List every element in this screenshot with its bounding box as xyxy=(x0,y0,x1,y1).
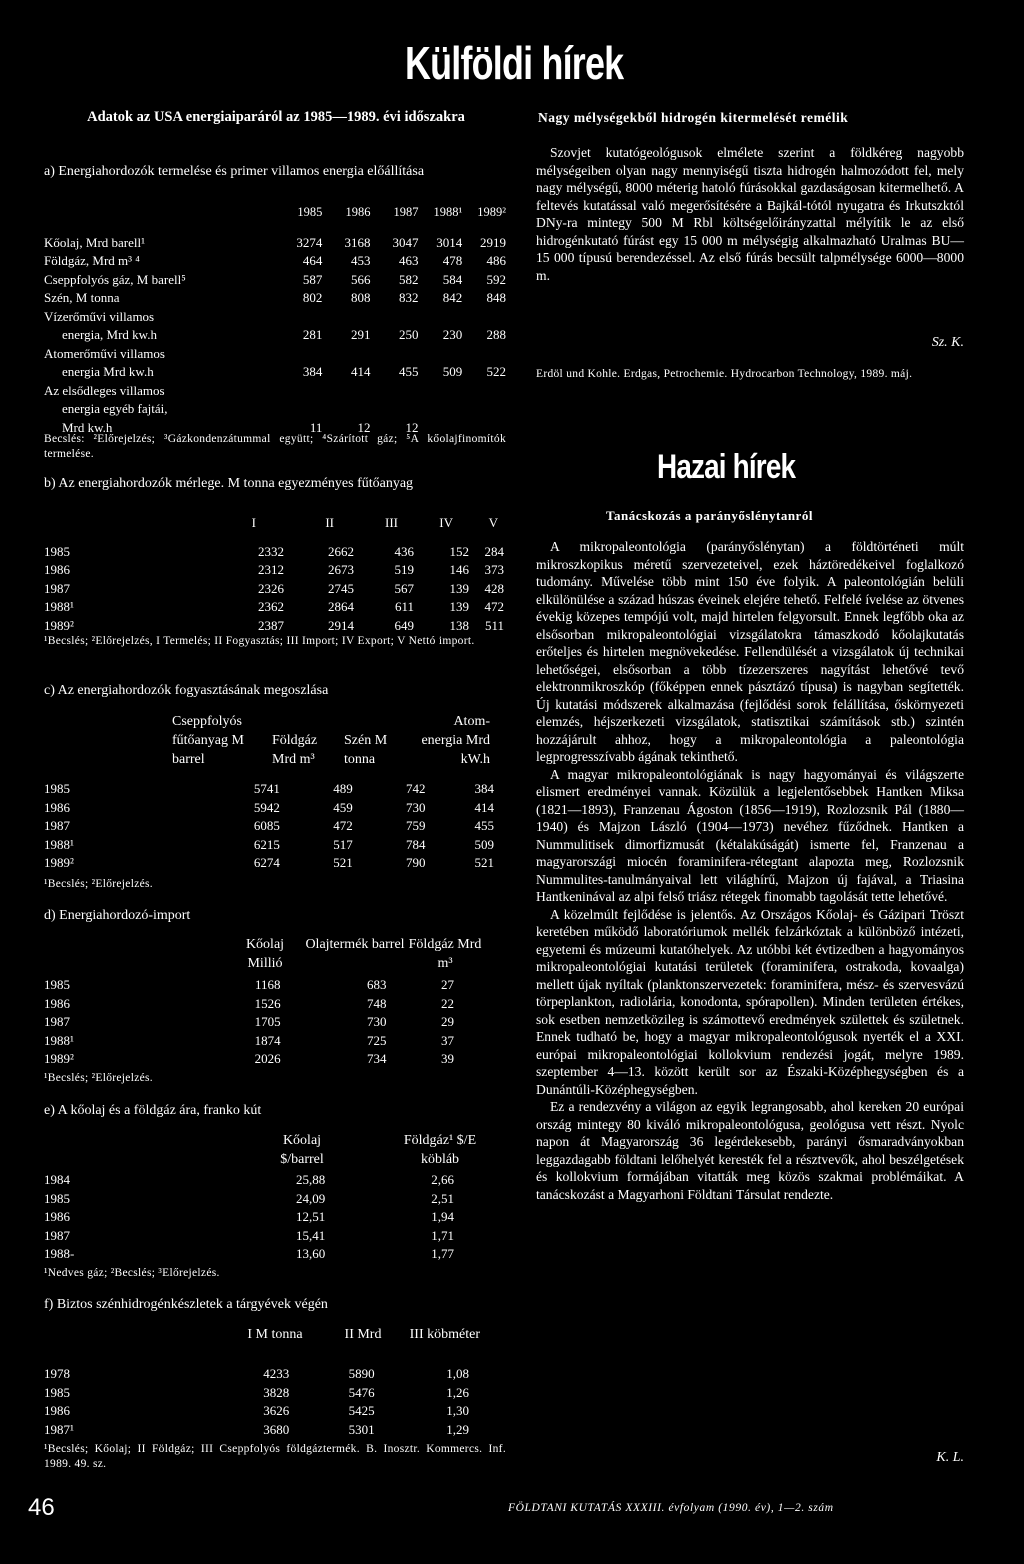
table-row xyxy=(44,345,506,364)
value-cell xyxy=(322,382,370,401)
table-row xyxy=(44,382,506,401)
value-cell: 802 xyxy=(302,290,323,306)
table-d xyxy=(44,976,454,1069)
value-cell: 486 xyxy=(486,253,506,269)
row-label: energia egyéb fajtái, xyxy=(62,401,168,417)
table-row xyxy=(44,598,504,617)
value-cell xyxy=(462,400,506,419)
article2-paragraph-2: A magyar mikropaleontológiának is nagy hagyományai és világszerte elismert eredményei vannak. Közülük a legjelentősebbek Hantken Miksa (1821—1893), Franzenau Ágoston (1856—1919), Rozlozsnik Pál (1880—1940) és Majzon László (1904—1973) nevéhez fűződnek. Hantken a Nummulitisek dimorfizmusát (kétalakúságát) ismerte fel, Franzenau a magyarországi miocén foraminifera-rétegtant alapozta meg, Rozlozsnik Nummulites-tanulmányaival lett világhírű, Majzon új fajával, a Triasina Hantkeninával az alpi felső triász rétegek finomabb tagolását tette lehetővé. xyxy=(536,766,964,904)
year-cell: 1985 xyxy=(44,1384,70,1400)
value-cell: 842 xyxy=(442,290,463,306)
value-cell: 464 xyxy=(302,253,323,269)
table-e-heading: e) A kőolaj és a földgáz ára, franko kút xyxy=(44,1103,262,1118)
table-row xyxy=(44,1421,469,1440)
col-header: V xyxy=(488,515,498,531)
row-label: energia Mrd kw.h xyxy=(62,364,154,380)
table-row xyxy=(44,799,494,818)
value-cell: 509 xyxy=(442,364,463,380)
value-cell: 1705 xyxy=(254,1014,281,1030)
table-row xyxy=(44,854,494,873)
value-cell: 4233 xyxy=(263,1366,290,1382)
value-cell: 139 xyxy=(449,580,469,596)
value-cell: 428 xyxy=(484,580,504,596)
table-row xyxy=(44,580,504,599)
value-cell xyxy=(370,382,418,401)
value-cell xyxy=(370,345,418,364)
col-year: 1985 xyxy=(297,204,323,219)
row-label: Az elsődleges villamos xyxy=(44,382,165,398)
value-cell: 250 xyxy=(399,327,419,343)
value-cell: 725 xyxy=(367,1032,387,1048)
value-cell: 1,08 xyxy=(446,1366,469,1382)
table-e-note: ¹Nedves gáz; ²Becslés; ³Előrejelzés. xyxy=(44,1267,220,1279)
value-cell: 3014 xyxy=(436,234,463,250)
table-d-note: ¹Becslés; ²Előrejelzés. xyxy=(44,1072,153,1084)
value-cell: 5476 xyxy=(348,1384,375,1400)
year-cell: 1987 xyxy=(44,1014,70,1030)
year-cell: 1986 xyxy=(44,995,70,1011)
table-row xyxy=(44,543,504,562)
article2-signature: K. L. xyxy=(936,1450,964,1465)
table-f-heading: f) Biztos szénhidrogénkészletek a tárgyévek végén xyxy=(44,1297,328,1312)
value-cell: 373 xyxy=(484,562,504,578)
value-cell: 1,30 xyxy=(446,1403,469,1419)
year-cell: 1987 xyxy=(44,1227,70,1243)
article1-title: Nagy mélységekből hidrogén kitermelését remélik xyxy=(538,110,849,125)
table-d-col-header-3: Földgáz Mrd m³ xyxy=(408,937,482,971)
table-row xyxy=(44,326,506,345)
table-c-col-header-3: Szén M tonna xyxy=(344,733,388,767)
value-cell: 2662 xyxy=(328,543,354,559)
value-cell: 284 xyxy=(484,543,504,559)
table-row xyxy=(44,995,454,1014)
value-cell: 3680 xyxy=(263,1421,290,1437)
value-cell: 2673 xyxy=(328,562,354,578)
article2-paragraph-1: A mikropaleontológia (parányőslénytan) a földtörténeti múlt mikroszkopikus méretű szervezeteivel, ezek háztöredékeivel foglalkozó tudomány. Művelése több mint 150 éve folyik. A paleontológián belüli elkülönülése a század húszas éveinek elejére tehető. Felfelé ívelése az ötvenes évekig közepes tempójú volt, majd hirtelen felgyorsult. Ennek legfőbb oka az elsősorban mikropaleontológiai vizsgálatokra támaszkodó kőolajkutatás erőteljes és hirtelen megnövekedése. Fellendülését a vizsgálatok új technikai lehetőségei, elsősorban a több tízezerszeres nagyítást lehetővé tevő elektronmikroszkóp (főképpen ennek pásztázó típusa) is nagyban segítették. Új kutatási módszerek alkalmazása (fejlődési sorok felállítása, őskörnyezeti elemzés, héjszerkezeti vizsgálatok, statisztikai számítások stb.) szintén hozzájárult ahhoz, hogy a mikropaleontológia a paleontológia legprogresszívabb ágának tekinthető. xyxy=(536,539,964,764)
table-b-heading: b) Az energiahordozók mérlege. M tonna egyezményes fűtőanyag xyxy=(44,476,414,491)
value-cell: 730 xyxy=(367,1014,387,1030)
value-cell: 22 xyxy=(441,995,454,1011)
table-row xyxy=(44,976,454,995)
value-cell: 478 xyxy=(442,253,463,269)
value-cell: 521 xyxy=(474,855,494,871)
value-cell xyxy=(419,345,463,364)
table-c-col-header-4: Atom-energia Mrd kW.h xyxy=(421,714,490,767)
year-cell: 1986 xyxy=(44,1209,70,1225)
table-row xyxy=(44,780,494,799)
table-row xyxy=(44,1208,454,1227)
value-cell: 848 xyxy=(486,290,506,306)
table-row xyxy=(44,1190,454,1209)
value-cell: 759 xyxy=(406,818,426,834)
value-cell: 730 xyxy=(406,799,426,815)
value-cell xyxy=(419,382,463,401)
table-row xyxy=(44,234,506,253)
col-header: II xyxy=(325,515,334,531)
col-year: 1988¹ xyxy=(433,204,463,219)
value-cell xyxy=(274,400,322,419)
table-row xyxy=(44,308,506,327)
value-cell: 511 xyxy=(484,617,504,633)
value-cell: 13,60 xyxy=(296,1246,326,1262)
table-b-header-row xyxy=(44,514,504,533)
row-label: Cseppfolyós gáz, M barell⁵ xyxy=(44,271,186,287)
table-row xyxy=(44,1402,469,1421)
value-cell xyxy=(462,308,506,327)
value-cell: 12 xyxy=(357,419,371,435)
table-d-col-header-1: Kőolaj Millió xyxy=(245,937,285,971)
table-row xyxy=(44,1171,454,1190)
year-cell: 1988¹ xyxy=(44,836,74,852)
year-cell: 1984 xyxy=(44,1172,70,1188)
table-row xyxy=(44,1050,454,1069)
value-cell: 146 xyxy=(449,562,469,578)
year-cell: 1989² xyxy=(44,1051,74,1067)
value-cell xyxy=(274,308,322,327)
value-cell xyxy=(419,308,463,327)
value-cell: 611 xyxy=(394,599,414,615)
col-header: III xyxy=(385,515,398,531)
value-cell: 2,51 xyxy=(431,1190,454,1206)
table-a-heading: a) Energiahordozók termelése és primer villamos energia előállítása xyxy=(44,164,425,179)
year-cell: 1978 xyxy=(44,1366,70,1382)
year-cell: 1986 xyxy=(44,1403,70,1419)
value-cell: 808 xyxy=(350,290,371,306)
value-cell: 1,71 xyxy=(431,1227,454,1243)
value-cell: 3828 xyxy=(263,1384,290,1400)
value-cell: 517 xyxy=(333,836,353,852)
value-cell: 453 xyxy=(350,253,371,269)
value-cell: 459 xyxy=(333,799,353,815)
value-cell xyxy=(370,308,418,327)
table-row xyxy=(44,1013,454,1032)
value-cell: 288 xyxy=(486,327,506,343)
value-cell: 2,66 xyxy=(431,1172,454,1188)
article1-body xyxy=(536,144,964,284)
year-cell: 1986 xyxy=(44,799,70,815)
table-row xyxy=(44,1227,454,1246)
value-cell: 11 xyxy=(309,419,323,435)
value-cell xyxy=(274,345,322,364)
table-a-header-row xyxy=(44,203,506,222)
value-cell: 455 xyxy=(474,818,494,834)
value-cell: 519 xyxy=(394,562,414,578)
value-cell: 1526 xyxy=(254,995,281,1011)
value-cell: 1,77 xyxy=(431,1246,454,1262)
value-cell: 2919 xyxy=(480,234,506,250)
value-cell: 521 xyxy=(333,855,353,871)
value-cell: 582 xyxy=(399,271,419,287)
value-cell: 1,29 xyxy=(446,1421,469,1437)
value-cell: 832 xyxy=(399,290,419,306)
table-row xyxy=(44,817,494,836)
table-f-col-header-3: III köbméter xyxy=(409,1327,480,1342)
value-cell: 649 xyxy=(394,617,414,633)
table-e xyxy=(44,1171,454,1264)
table-row xyxy=(44,836,494,855)
row-label: Vízerőművi villamos xyxy=(44,308,155,324)
value-cell: 2026 xyxy=(254,1051,281,1067)
value-cell: 39 xyxy=(441,1051,454,1067)
value-cell: 139 xyxy=(449,599,469,615)
year-cell: 1988- xyxy=(44,1246,75,1262)
value-cell: 734 xyxy=(367,1051,387,1067)
page-number: 46 xyxy=(28,1494,55,1521)
value-cell: 2326 xyxy=(258,580,284,596)
table-f-note: ¹Becslés; Kőolaj; II Földgáz; III Cseppfolyós földgáztermék. B. Inosztr. Kommercs. Inf. 1989. 49. sz. xyxy=(44,1443,506,1470)
year-cell: 1987¹ xyxy=(44,1421,74,1437)
value-cell xyxy=(274,382,322,401)
row-label: Mrd kw.h xyxy=(62,419,113,435)
table-b-note: ¹Becslés; ²Előrejelzés, I Termelés; II Fogyasztás; III Import; IV Export; V Nettó import. xyxy=(44,635,475,647)
value-cell: 509 xyxy=(474,836,494,852)
table-row xyxy=(44,617,504,636)
year-cell: 1989² xyxy=(44,617,74,633)
row-label: Földgáz, Mrd m³ ⁴ xyxy=(44,253,140,269)
value-cell: 384 xyxy=(302,364,323,380)
article1-paragraph: Szovjet kutatógeológusok elmélete szerint a földkéreg nagyobb mélységeiben olyan nagy mennyiségű tiszta hidrogén halmozódott fel, mely nagy mélységű, 8000 méterig hatoló fúrásokkal gazdaságosan kitermelhető. A feltevés kutatással való megerősítésére a Bajkál-tótól nyugatra és Irkutszktól DNy-ra mintegy 500 M Rbl költségelőirányzattal mélyítik le az első hidrogénkutató fúrást egy 15 000 m mélységig alkalmazható Uralmas BU—15 000 típusú berendezéssel. Az első fúrás becsült talpmélysége 6000—8000 m. xyxy=(536,145,964,283)
value-cell: 2745 xyxy=(328,580,354,596)
value-cell: 24,09 xyxy=(296,1190,326,1206)
article1-signature: Sz. K. xyxy=(931,335,964,350)
table-row xyxy=(44,1365,469,1384)
value-cell: 291 xyxy=(350,327,371,343)
value-cell xyxy=(322,308,370,327)
value-cell: 27 xyxy=(441,977,454,993)
year-cell: 1988¹ xyxy=(44,599,74,615)
table-c-heading: c) Az energiahordozók fogyasztásának megoszlása xyxy=(44,683,329,698)
table-row xyxy=(44,1245,454,1264)
value-cell: 281 xyxy=(302,327,323,343)
table-d-heading: d) Energiahordozó-import xyxy=(44,908,191,923)
table-f-col-header-1: I M tonna xyxy=(247,1327,303,1342)
value-cell: 489 xyxy=(333,781,353,797)
value-cell: 5425 xyxy=(348,1403,375,1419)
value-cell: 2387 xyxy=(258,617,284,633)
value-cell: 463 xyxy=(399,253,419,269)
table-c-col-header-1: Cseppfolyós fűtőanyag M barrel xyxy=(172,714,244,767)
value-cell: 1874 xyxy=(254,1032,281,1048)
value-cell: 455 xyxy=(399,364,419,380)
table-a xyxy=(44,203,506,437)
table-e-col-header-2: Földgáz¹ $/E köbláb xyxy=(403,1133,477,1167)
year-cell: 1985 xyxy=(44,543,70,559)
value-cell: 6215 xyxy=(253,836,280,852)
table-c-note: ¹Becslés; ²Előrejelzés. xyxy=(44,878,153,890)
value-cell xyxy=(370,400,418,419)
value-cell: 5890 xyxy=(348,1366,375,1382)
table-f-col-header-2: II Mrd xyxy=(344,1327,382,1342)
value-cell: 742 xyxy=(406,781,426,797)
table-row xyxy=(44,1384,469,1403)
journal-footer: FÖLDTANI KUTATÁS XXXIII. évfolyam (1990. év), 1—2. szám xyxy=(508,1502,834,1514)
value-cell: 3274 xyxy=(296,234,323,250)
year-cell: 1985 xyxy=(44,781,70,797)
value-cell: 25,88 xyxy=(296,1172,326,1188)
value-cell: 138 xyxy=(449,617,469,633)
value-cell: 567 xyxy=(394,580,414,596)
value-cell: 472 xyxy=(484,599,504,615)
value-cell: 748 xyxy=(367,995,387,1011)
value-cell xyxy=(462,382,506,401)
table-row xyxy=(44,289,506,308)
article2-body xyxy=(536,538,964,1203)
table-c-col-header-2: Földgáz Mrd m³ xyxy=(272,733,318,767)
value-cell: 1,26 xyxy=(446,1384,469,1400)
value-cell: 15,41 xyxy=(296,1227,326,1243)
value-cell xyxy=(322,345,370,364)
year-cell: 1986 xyxy=(44,562,70,578)
value-cell: 436 xyxy=(394,543,414,559)
value-cell: 2312 xyxy=(258,562,284,578)
section-title-foreign-news: Külföldi hírek xyxy=(405,37,624,89)
value-cell: 414 xyxy=(474,799,494,815)
value-cell: 3626 xyxy=(263,1403,290,1419)
value-cell: 12,51 xyxy=(296,1209,326,1225)
value-cell: 592 xyxy=(486,271,506,287)
article2-title: Tanácskozás a parányőslénytanról xyxy=(606,508,813,523)
value-cell: 566 xyxy=(350,271,371,287)
col-header: IV xyxy=(439,515,453,531)
value-cell: 12 xyxy=(405,419,419,435)
year-cell: 1989² xyxy=(44,855,74,871)
value-cell: 5942 xyxy=(253,799,280,815)
value-cell xyxy=(462,345,506,364)
table-f xyxy=(44,1365,469,1439)
table-row xyxy=(44,561,504,580)
value-cell: 784 xyxy=(406,836,426,852)
row-label: Kőolaj, Mrd barell¹ xyxy=(44,234,146,250)
value-cell: 5301 xyxy=(348,1421,375,1437)
article2-paragraph-3: A közelmúlt fejlődése is jelentős. Az Országos Kőolaj- és Gázipari Tröszt keretében működő laboratóriumok mellék felzárkóztak a különböző intézeti, egyetemi és múzeumi kutatóhelyek. Az utóbbi két évtizedben a hagyományos mikropaleontológiai kutatási területek (foraminifera, ostrakoda, kovaalga) mellett újak nyíltak (planktonszervezetek: foraminifera, mész- és szervesvázú törpeplankton, radiolária, konodonta, spórapollen). Minden területen értékes, sok esetben nemzetközileg is számottevő eredmények születtek és születnek. Ennek tudható be, hogy a magyar mikropaleontológusok nyerték el a XXI. európai mikropaleontológiai kollokvium rendezési jogát, melyre 1989. szeptember 4—13. között került sor az Északi-Középhegységben és a Dunántúli-Középhegységben. xyxy=(536,906,964,1097)
table-row xyxy=(44,271,506,290)
year-cell: 1988¹ xyxy=(44,1032,74,1048)
table-b xyxy=(44,514,504,635)
value-cell: 37 xyxy=(441,1032,454,1048)
value-cell: 230 xyxy=(442,327,463,343)
section-title-domestic-news: Hazai hírek xyxy=(657,448,796,486)
year-cell: 1987 xyxy=(44,818,70,834)
value-cell: 6085 xyxy=(253,818,280,834)
row-label: Szén, M tonna xyxy=(44,290,120,306)
table-row xyxy=(44,400,506,419)
article2-paragraph-4: Ez a rendezvény a világon az egyik legrangosabb, ahol kereken 20 európai ország mintegy 80 kiváló mikropaleontológusa, geológusa vett részt. Nyolc napon át Magyarország 36 legérdekesebb, parányi ősmaradványokban leggazdagabb földtani lelőhelyét keresték fel a résztvevők, ahol beszélgetések és kollokvium formájában vitatták meg közös szakmai problémáikat. A tanácskozást a Magyarhoni Földtani Társulat rendezte. xyxy=(536,1099,964,1202)
table-row xyxy=(44,1032,454,1051)
col-year: 1986 xyxy=(345,204,371,219)
table-d-col-header-2: Olajtermék barrel xyxy=(305,937,405,952)
table-row xyxy=(44,363,506,382)
value-cell: 2914 xyxy=(328,617,354,633)
value-cell: 587 xyxy=(302,271,323,287)
value-cell: 790 xyxy=(406,855,426,871)
article1-source: Erdöl und Kohle. Erdgas, Petrochemie. Hydrocarbon Technology, 1989. máj. xyxy=(536,368,913,380)
value-cell: 6274 xyxy=(253,855,280,871)
value-cell: 414 xyxy=(350,364,371,380)
value-cell xyxy=(322,400,370,419)
table-a-note: Becslés: ²Előrejelzés; ³Gázkondenzátummal együtt; ⁴Szárított gáz; ⁵A kőolajfinomítók termelése. xyxy=(44,433,506,460)
value-cell xyxy=(419,400,463,419)
year-cell: 1987 xyxy=(44,580,70,596)
value-cell: 1168 xyxy=(255,977,281,993)
value-cell: 683 xyxy=(367,977,387,993)
value-cell: 384 xyxy=(474,781,494,797)
col-year: 1987 xyxy=(393,204,419,219)
value-cell: 2864 xyxy=(328,599,354,615)
value-cell: 1,94 xyxy=(431,1209,454,1225)
value-cell: 5741 xyxy=(253,781,280,797)
value-cell: 3168 xyxy=(344,234,371,250)
value-cell: 3047 xyxy=(392,234,419,250)
table-row xyxy=(44,252,506,271)
value-cell: 2332 xyxy=(258,543,284,559)
table-c xyxy=(44,780,494,873)
value-cell: 584 xyxy=(442,271,463,287)
table-e-col-header-1: Kőolaj $/barrel xyxy=(280,1133,324,1167)
value-cell: 472 xyxy=(333,818,353,834)
value-cell: 2362 xyxy=(258,599,284,615)
row-label: energia, Mrd kw.h xyxy=(62,327,157,343)
col-year: 1989² xyxy=(477,204,506,219)
year-cell: 1985 xyxy=(44,1190,70,1206)
value-cell: 522 xyxy=(486,364,506,380)
row-label: Atomerőművi villamos xyxy=(44,345,165,361)
year-cell: 1985 xyxy=(44,977,70,993)
left-main-title: Adatok az USA energiaiparáról az 1985—1989. évi időszakra xyxy=(87,109,465,125)
value-cell: 29 xyxy=(441,1014,454,1030)
value-cell: 152 xyxy=(449,543,469,559)
col-header: I xyxy=(251,515,256,531)
